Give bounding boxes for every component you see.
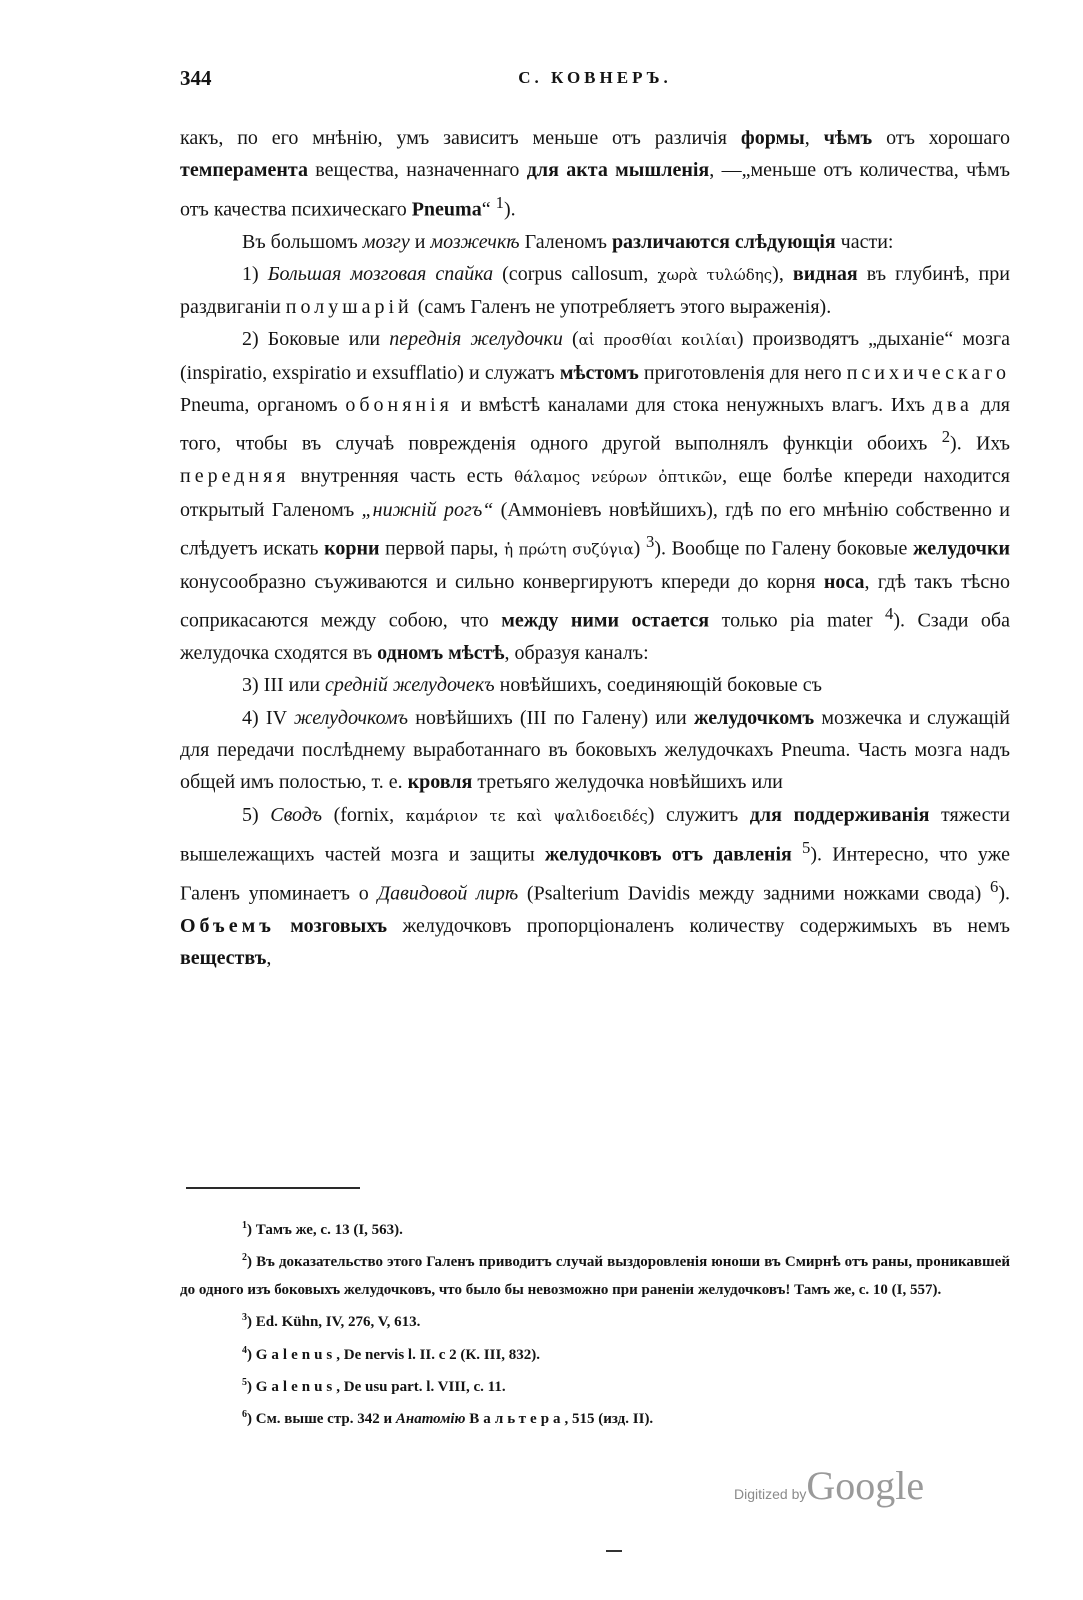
paragraph: 3) III или средній желудочекъ новѣйшихъ, соединяющій боковые съ: [242, 674, 823, 697]
paragraph: 4) IV желудочкомъ новѣйшихъ (III по Галену) или желудочкомъ мозжечка и служащій для передачи послѣднему выработаннаго въ боковыхъ желудочкахъ Pneuma. Часть мозга надъ общей имъ полостью, т. е. кровля третьяго желудочка новѣйшихъ или: [180, 706, 1010, 794]
paragraph: 1) Большая мозговая спайка (corpus callosum, χωρὰ τυλώδης), видная въ глубинѣ, при раздвиганіи полушарій (самъ Галенъ не употребляетъ этого выраженія).: [180, 262, 1010, 319]
google-logo: Google: [806, 1463, 925, 1508]
running-head: С. КОВНЕРЪ.: [518, 68, 672, 87]
paragraph: 5) Сводъ (fornix, καμάριον τε καὶ ψαλιδοειδές) служитъ для поддерживанія тяжести вышележащихъ частей мозга и защиты желудочковъ отъ давленія $^5$). Интересно, что уже Галенъ упоминаетъ о Давидовой лирѣ (Psalterium Davidis между задними ножками свода) $^6$). Объемъ мозговыхъ желудочковъ пропорціоналенъ количеству содержимыхъ въ немъ веществъ,: [180, 803, 1011, 970]
footnote: $^3$) Ed. Kühn, IV, 276, V, 613.: [242, 1312, 421, 1331]
footnotes: [180, 1212, 1010, 1434]
footnote: $^2$) Въ доказательство этого Галенъ приводитъ случай выздоровленія юноши въ Смирнѣ отъ раны, проникавшей до одного изъ боковыхъ желудочковъ, что было бы невозможно при раненіи желудочковъ! Тамъ же, с. 10 (I, 557).: [180, 1252, 1010, 1298]
footnote: $^1$) Тамъ же, с. 13 (I, 563).: [242, 1220, 403, 1238]
paragraph: Въ большомъ мозгу и мозжечкѣ Галеномъ различаются слѣдующія части:: [242, 230, 894, 253]
footnote: $^5$) Galenus, De usu part. l. VIII, c. 11.: [242, 1377, 506, 1396]
page-header: [180, 66, 1010, 96]
footnote: $^6$) См. выше стр. 342 и Анатомію Вальтера, 515 (изд. II).: [242, 1409, 654, 1428]
bottom-mark: [606, 1550, 622, 1552]
body-text: [180, 122, 1010, 974]
footnote: $^4$) Galenus, De nervis l. II. c 2 (К. III, 832).: [242, 1344, 541, 1363]
watermark-prefix: Digitized by: [734, 1486, 807, 1502]
digitized-by-watermark: [734, 1462, 924, 1512]
footnote-separator: [186, 1187, 360, 1189]
paragraph: какъ, по его мнѣнію, умъ зависитъ меньше отъ различія формы, чѣмъ отъ хорошаго темперамента вещества, назначеннаго для акта мышленія, —„меньше отъ количества, чѣмъ отъ качества психическаго Pneuma“ $^1$).: [180, 127, 1011, 221]
page-number: 344: [180, 66, 212, 90]
paragraph: 2) Боковые или переднія желудочки (αἱ προσθίαι κοιλίαι) производятъ „дыханіе“ мозга (inspiratio, exspiratio и exsufflatio) и служатъ мѣстомъ приготовленія для него психическаго Pneuma, органомъ обонянія и вмѣстѣ каналами для стока ненужныхъ влагъ. Ихъ два для того, чтобы въ случаѣ поврежденія одного другой выполнялъ функціи обоихъ $^2$). Ихъ передняя внутренняя часть есть θάλαμος νεύρων ὀπτικῶν, еще болѣе кпереди находится открытый Галеномъ „нижній рогъ“ (Аммоніевъ новѣйшихъ), гдѣ по его мнѣнію собственно и слѣдуетъ искать корни первой пары, ἡ πρώτη συζύγια) $^3$). Вообще по Галену боковые желудочки конусообразно съуживаются и сильно конвергируютъ кпереди до корня носа, гдѣ такъ тѣсно соприкасаются между собою, что между ними остается только pia mater $^4$). Сзади оба желудочка сходятся въ одномъ мѣстѣ, образуя каналъ:: [180, 328, 1011, 665]
